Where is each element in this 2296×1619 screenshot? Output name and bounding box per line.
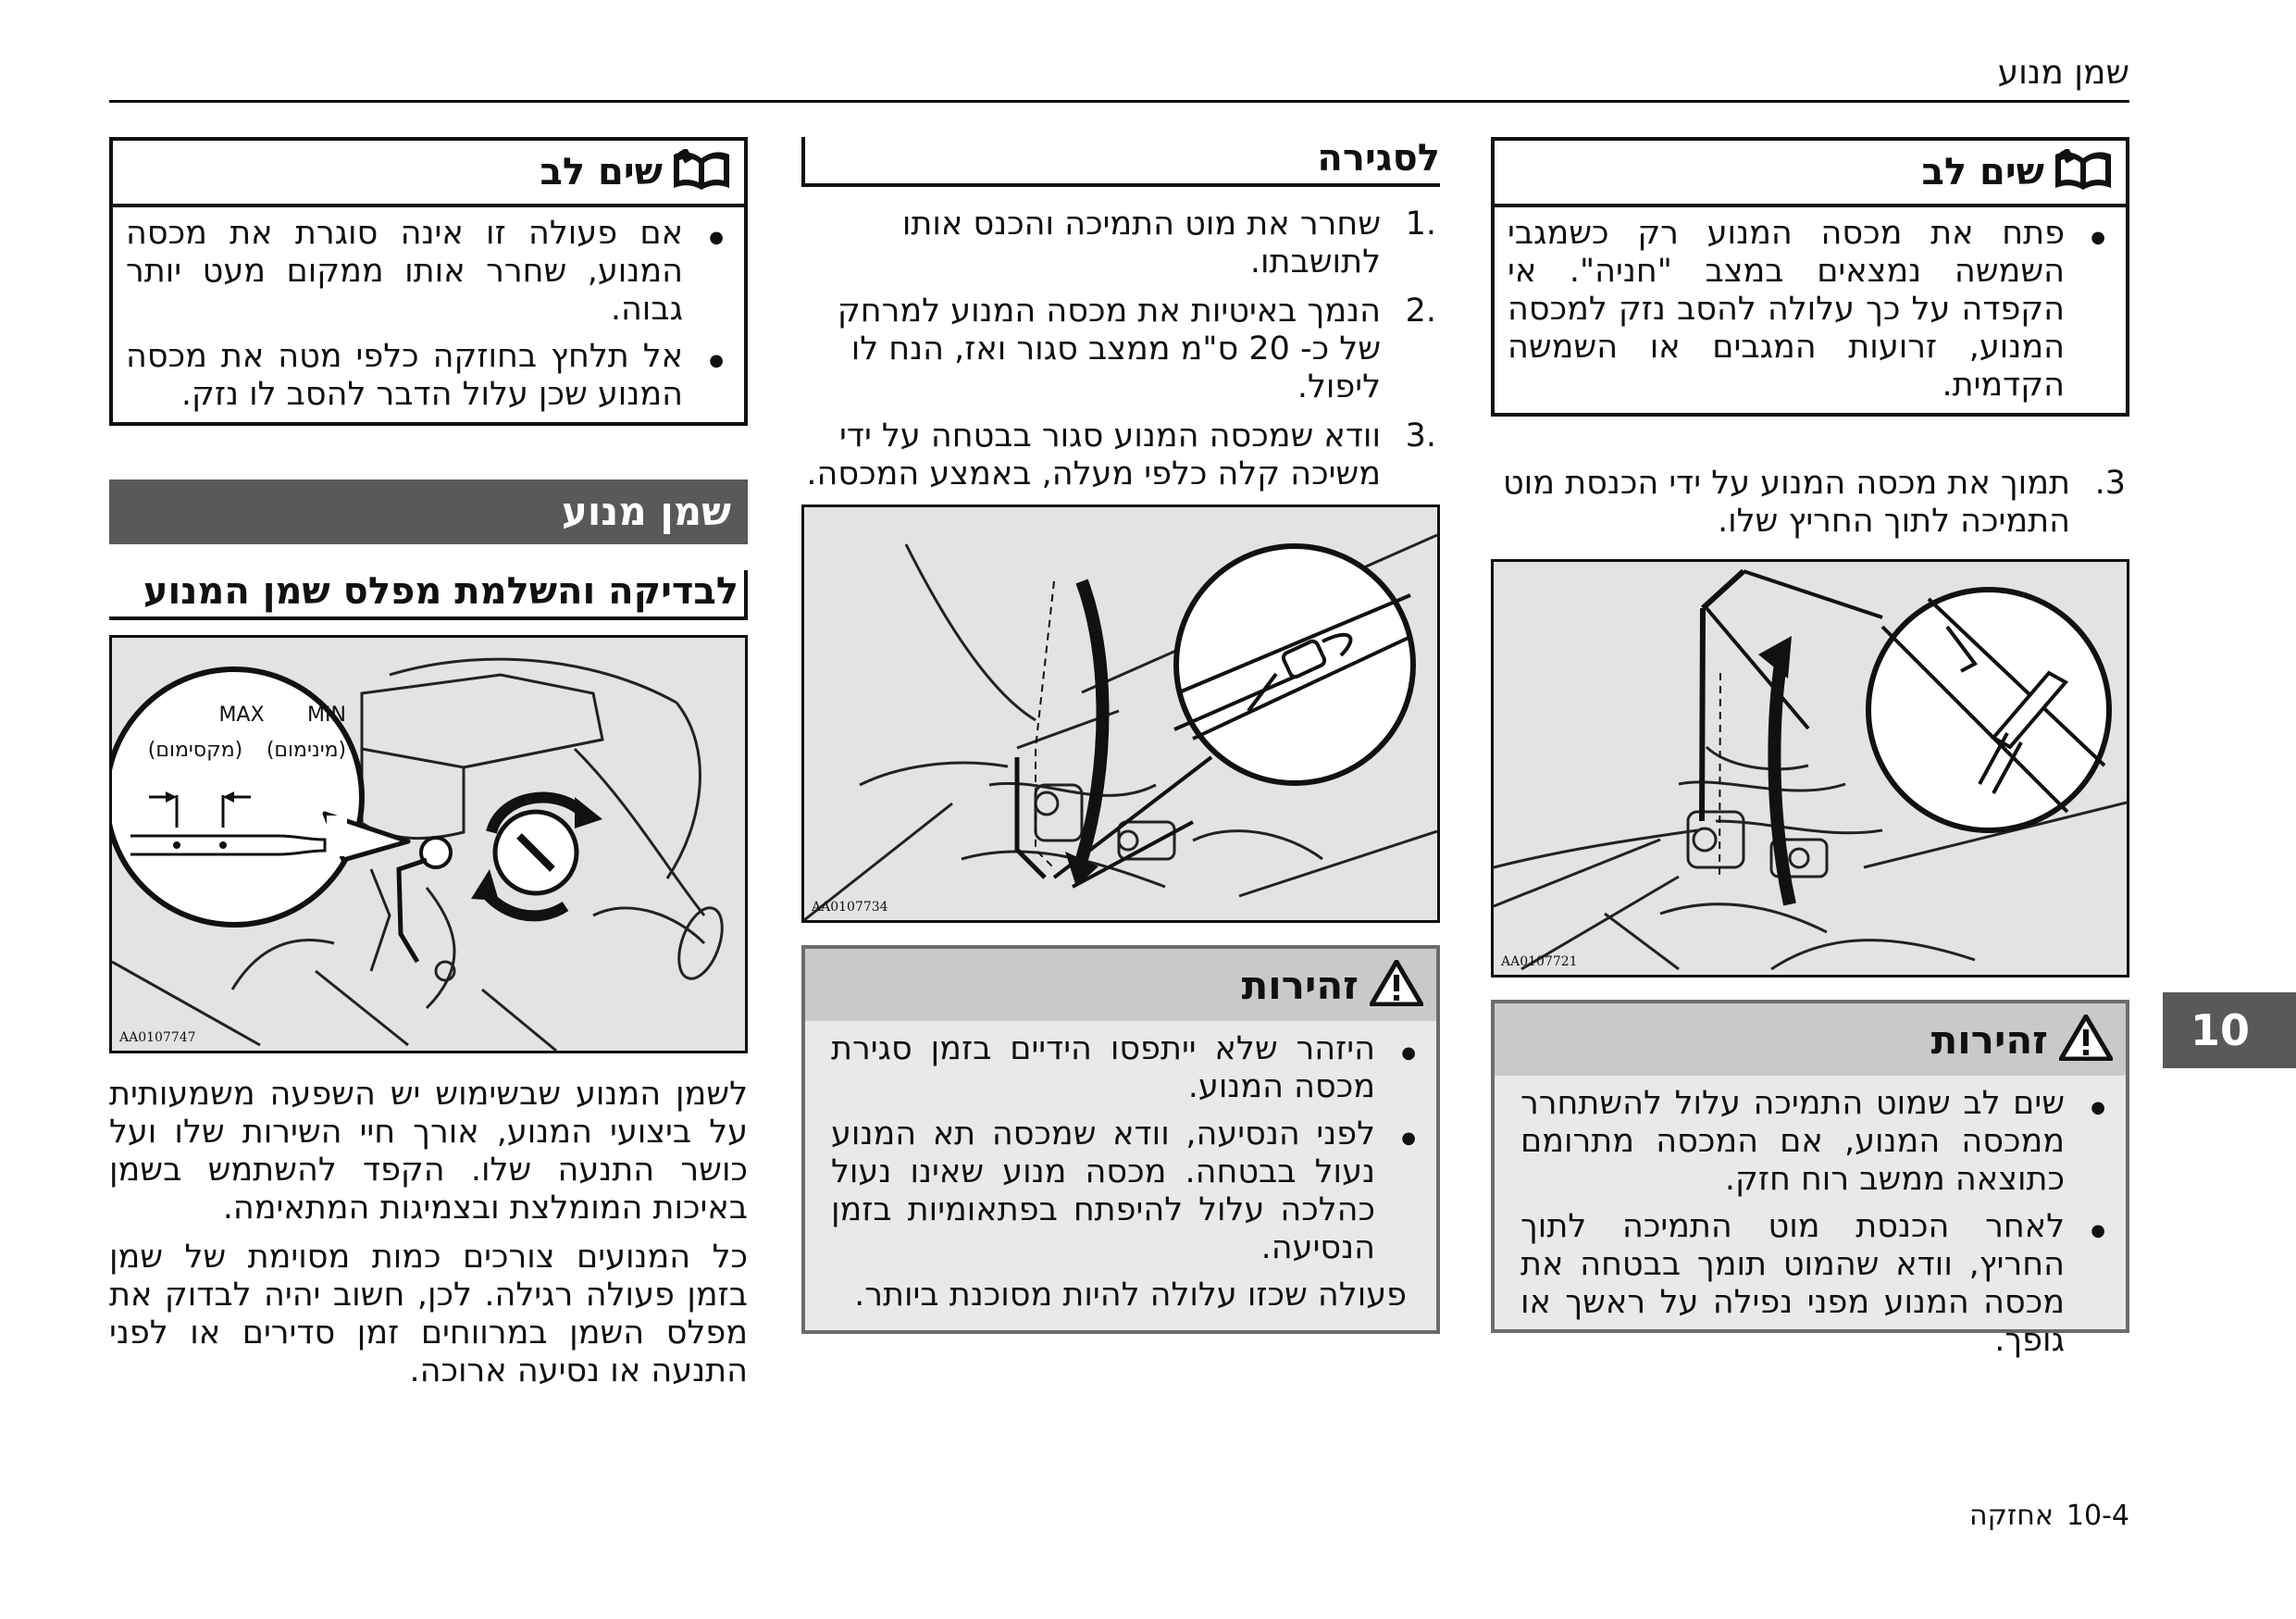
note-box-left [109, 137, 748, 426]
note-item: ● פתח את מכסה המנוע רק כשמגבי השמשה נמצאים במצב "חניה". אי הקפדה על כך עלולה להסב נזק למכסה המנוע, זרועות המגבים או השמשה הקדמית. [1508, 215, 2113, 405]
step-text: הנמך באיטיות את מכסה המנוע למרחק של כ- 20 ס"מ ממצב סגור ואז, הנח לו ליפול. [837, 293, 1381, 405]
middle-column [801, 137, 1440, 1334]
figure-oil-dipstick [109, 635, 748, 1053]
warning-triangle-icon [1370, 960, 1423, 1010]
note-item: ● אם פעולה זו אינה סוגרת את מכסה המנוע, שחרר אותו ממקום מעט יותר גבוה. [126, 215, 731, 329]
step-item [801, 205, 1440, 281]
step-number: .3 [1405, 417, 1436, 455]
step-item [801, 293, 1440, 406]
warning-triangle-icon [2059, 1015, 2113, 1065]
warning-title: זהירות [1241, 962, 1359, 1008]
step-text: וודא שמכסה המנוע סגור בבטחה על ידי משיכה קלה כלפי מעלה, באמצע המכסה. [806, 417, 1381, 492]
step-number: 3. [2094, 465, 2126, 502]
subsection-title: לבדיקה והשלמת מפלס שמן המנוע [109, 570, 748, 620]
running-title: שמן מנוע [1997, 54, 2129, 92]
note-title: שים לב [540, 151, 663, 193]
open-book-icon [2054, 149, 2113, 195]
note-header [113, 141, 744, 207]
warning-closing: פעולה שכזו עלולה להיות מסוכנת ביותר. [854, 1277, 1407, 1314]
warning-item: ● לאחר הכנסת מוט התמיכה לתוך החריץ, וודא שהמוט תומך בבטחה את מכסה המנוע מפני נפילה על ראשך או גופך. [1520, 1208, 2113, 1360]
header-rule [109, 100, 2129, 103]
page-number: 10-4 [2066, 1500, 2129, 1532]
warning-box-middle [801, 945, 1440, 1334]
engine-oil-text [109, 1076, 748, 1390]
warning-item: ● היזהר שלא ייתפסו הידיים בזמן סגירת מכסה המנוע. [831, 1030, 1423, 1106]
warning-item: ● לפני הנסיעה, וודא שמכסה תא המנוע נעול בבטחה. מכסה מנוע שאינו נעול כהלכה עלול להיפתח בפתאומיות בזמן הנסיעה. [831, 1115, 1423, 1267]
body-paragraph: לשמן המנוע שבשימוש יש השפעה משמעותית על ביצועי המנוע, אורך חיי השירות שלו ועל כושר התנעה שלו. הקפד להשתמש בשמן באיכות המומלצת ובצמיגות המתאימה. [109, 1076, 748, 1227]
step-item [801, 417, 1440, 493]
step-number: .2 [1405, 293, 1436, 330]
warning-item: ● שים לב שמוט התמיכה עלול להשתחרר ממכסה המנוע, אם המכסה מתרומם כתוצאה ממשב רוח חזק. [1520, 1085, 2113, 1199]
right-column [1491, 137, 2129, 1359]
page-footer [1969, 1500, 2129, 1532]
dipstick-label-max-heb: (מקסימום) [147, 739, 243, 762]
step-item [1491, 465, 2129, 541]
warning-title: זהירות [1930, 1016, 2048, 1063]
section-band-engine-oil: שמן מנוע [109, 479, 748, 544]
note-box-right [1491, 137, 2129, 417]
section-title-closing: לסגירה [801, 137, 1440, 187]
chapter-tab: 10 [2163, 992, 2296, 1068]
figure-hood-support-rod [1491, 559, 2129, 978]
figure-closing-hood [801, 504, 1440, 923]
open-book-icon [672, 149, 731, 195]
warning-box-right [1491, 1000, 2129, 1359]
warning-header [1495, 1003, 2126, 1076]
dipstick-label-min-heb: (מינימום) [266, 739, 347, 762]
left-column [109, 137, 748, 1401]
note-header [1495, 141, 2126, 207]
step-number: .1 [1405, 205, 1436, 243]
footer-section: אחזקה [1968, 1500, 2054, 1532]
dipstick-label-min: MIN [307, 704, 346, 727]
figure-code: AA0107734 [812, 900, 888, 915]
body-paragraph: כל המנועים צורכים כמות מסוימת של שמן בזמן פעולה רגילה. לכן, חשוב יהיה לבדוק את מפלס השמן במרווחים זמן סדירים או לפני התנעה או נסיעה ארוכה. [109, 1239, 748, 1389]
dipstick-label-max: MAX [218, 704, 265, 727]
note-title: שים לב [1921, 151, 2044, 193]
figure-code: AA0107721 [1501, 954, 1578, 969]
steps-right [1491, 465, 2129, 541]
note-item: ● אל תלחץ בחוזקה כלפי מטה את מכסה המנוע שכן עלול הדבר להסב לו נזק. [126, 338, 731, 414]
step-text: תמוך את מכסה המנוע על ידי הכנסת מוט התמיכה לתוך החריץ שלו. [1502, 465, 2070, 540]
step-text: שחרר את מוט התמיכה והכנס אותו לתושבתו. [901, 205, 1381, 280]
warning-header [805, 949, 1436, 1021]
figure-code: AA0107747 [119, 1030, 196, 1045]
steps-closing [801, 205, 1440, 493]
